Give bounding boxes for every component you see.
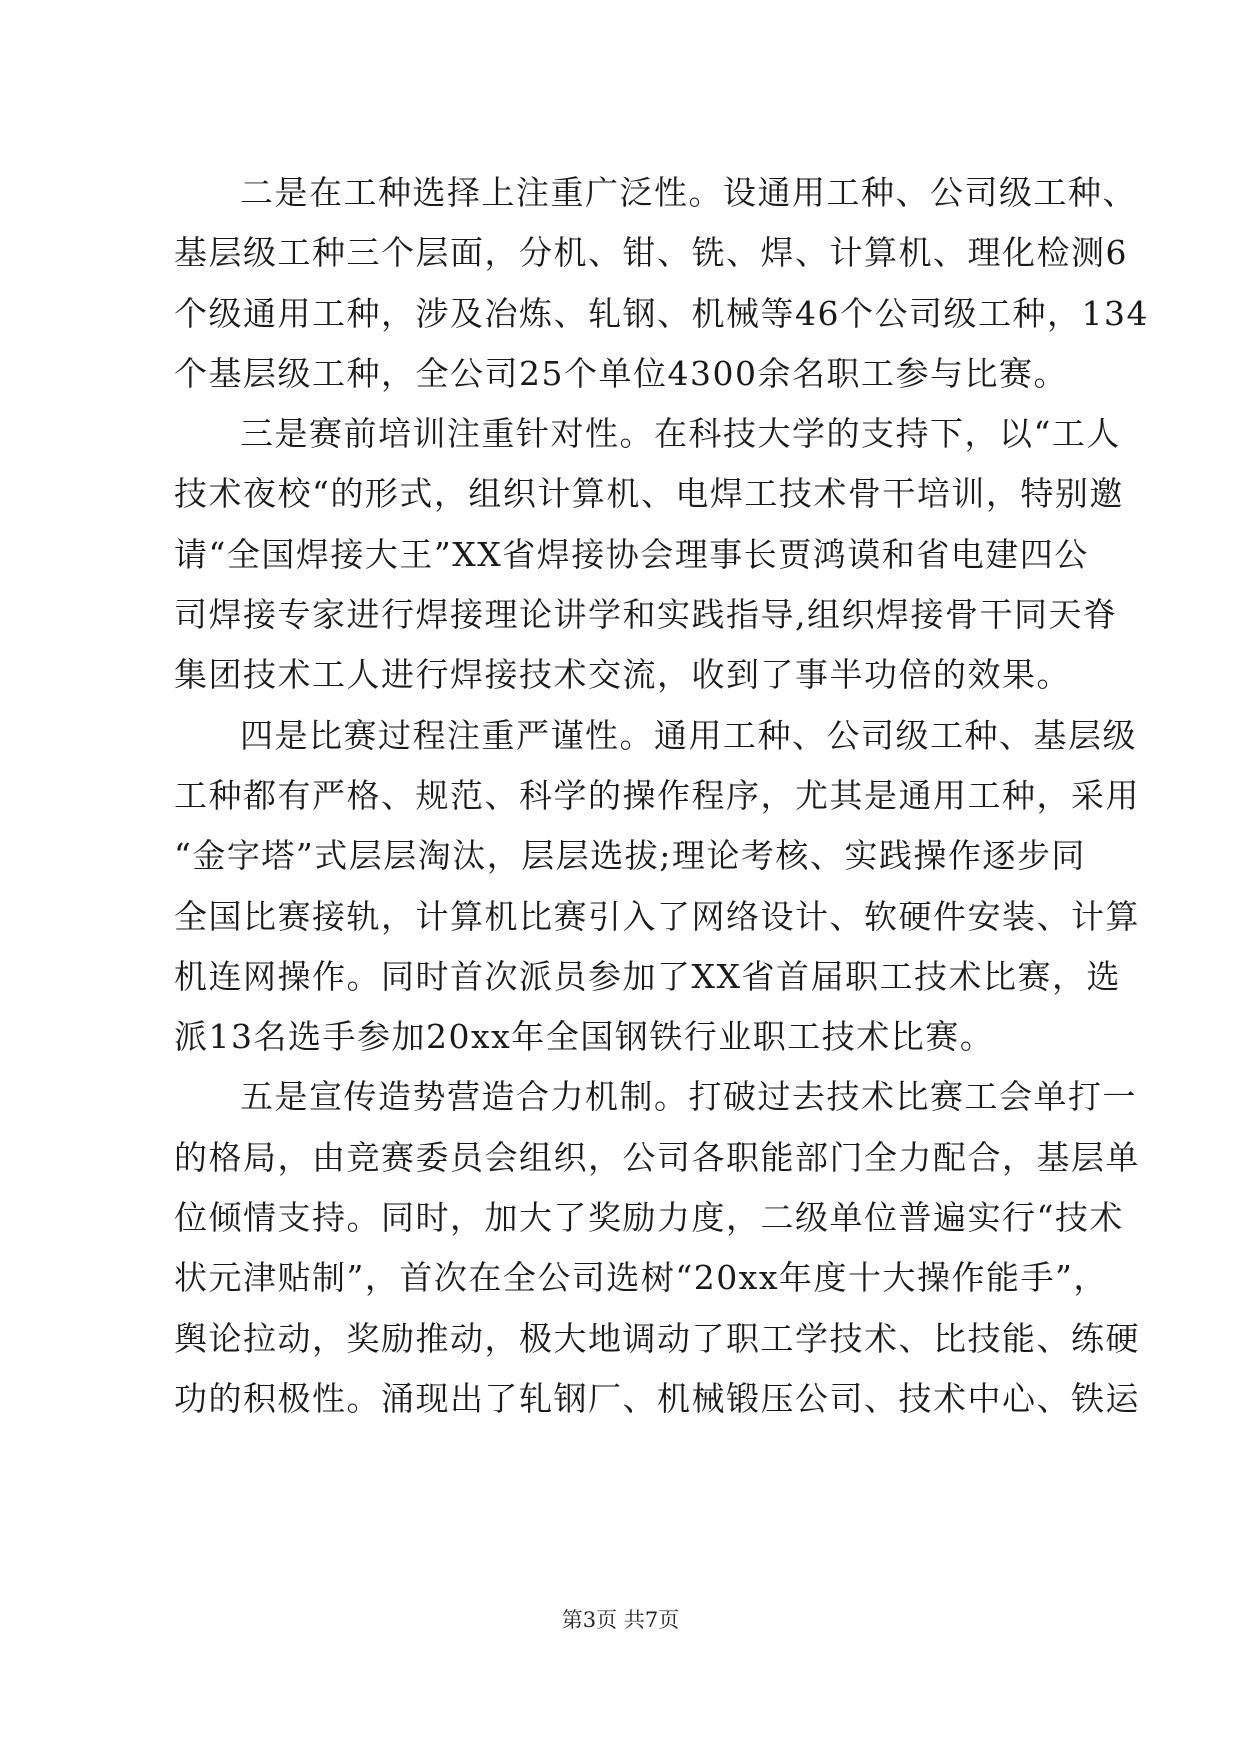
text-line: 状元津贴制”，首次在全公司选树“20xx年度十大操作能手”， [174,1258,1108,1298]
text-line: 派13名选手参加20xx年全国钢铁行业职工技术比赛。 [174,1017,995,1057]
text-line: 二是在工种选择上注重广泛性。设通用工种、公司级工种、 [240,173,1137,212]
paragraph-competition-process [174,706,1140,1068]
text-line: 基层级工种三个层面，分机、钳、铣、焊、计算机、理化检测6 [174,233,1128,273]
text-line: 舆论拉动，奖励推动，极大地调动了职工学技术、比技能、练硬 [174,1318,1140,1358]
text-line: 技术夜校“的形式，组织计算机、电焊工技术骨干培训，特别邀 [174,474,1124,514]
paragraph-pre-training [174,404,1124,705]
paragraph-publicity-mechanism [174,1067,1140,1429]
text-line: 工种都有严格、规范、科学的操作程序，尤其是通用工种，采用 [174,775,1140,815]
paragraph-worktype-selection [174,163,1149,404]
text-line: 的格局，由竞赛委员会组织，公司各职能部门全力配合，基层单 [174,1137,1140,1177]
text-line: 四是比赛过程注重严谨性。通用工种、公司级工种、基层级 [240,715,1137,755]
text-line: 请“全国焊接大王”XX省焊接协会理事长贾鸿谟和省电建四公 [174,534,1089,574]
page-footer [0,1604,1241,1634]
text-line: “金字塔”式层层淘汰，层层选拔;理论考核、实践操作逐步同 [174,836,1086,876]
text-line: 个基层级工种，全公司25个单位4300余名职工参与比赛。 [174,353,1068,393]
text-line: 位倾情支持。同时，加大了奖励力度，二级单位普遍实行“技术 [174,1198,1124,1238]
text-line: 全国比赛接轨，计算机比赛引入了网络设计、软硬件安装、计算 [174,896,1140,936]
text-line: 五是宣传造势营造合力机制。打破过去技术比赛工会单打一 [240,1077,1137,1117]
text-line: 个级通用工种，涉及冶炼、轧钢、机械等46个公司级工种，134 [174,293,1149,333]
body-text [174,163,1149,1429]
text-line: 集团技术工人进行焊接技术交流，收到了事半功倍的效果。 [174,655,1071,695]
text-line: 司焊接专家进行焊接理论讲学和实践指导,组织焊接骨干同天脊 [174,595,1118,635]
text-line: 三是赛前培训注重针对性。在科技大学的支持下，以“工人 [240,414,1121,454]
text-line: 机连网操作。同时首次派员参加了XX省首届职工技术比赛，选 [174,956,1121,996]
text-line: 功的积极性。涌现出了轧钢厂、机械锻压公司、技术中心、铁运 [174,1378,1140,1418]
page-number-label: 第3页 共7页 [561,1608,680,1632]
